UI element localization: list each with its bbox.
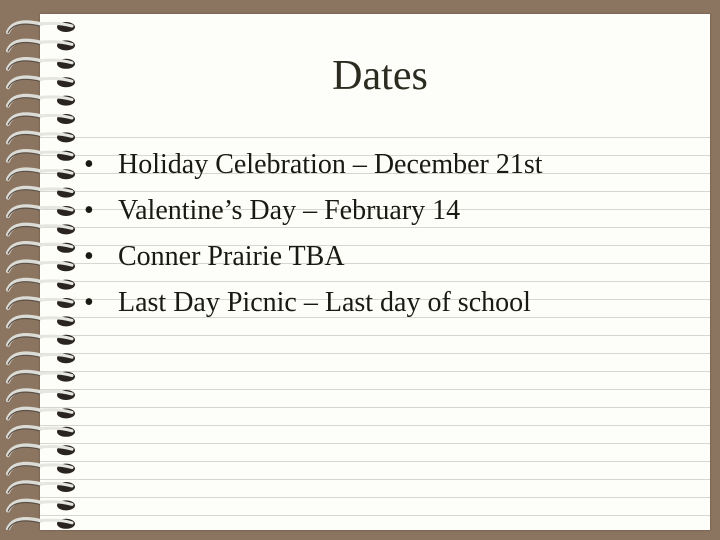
spiral-ring — [8, 22, 75, 33]
spiral-ring — [8, 151, 75, 162]
spiral-ring — [8, 114, 75, 125]
spiral-ring — [8, 427, 75, 438]
bullet-icon: • — [84, 195, 94, 226]
list-item-text: Valentine’s Day – February 14 — [118, 195, 461, 226]
slide-title: Dates — [332, 53, 428, 99]
bullet-list — [84, 142, 543, 326]
spiral-ring — [8, 188, 75, 199]
spiral-ring — [8, 206, 75, 217]
spiral-ring — [8, 519, 75, 530]
bullet-icon: • — [84, 241, 94, 272]
list-item-text: Holiday Celebration – December 21st — [118, 149, 543, 180]
spiral-ring — [8, 280, 75, 291]
list-item — [84, 142, 543, 188]
spiral-ring — [8, 169, 75, 180]
spiral-ring — [8, 464, 75, 475]
list-item — [84, 234, 543, 280]
spiral-ring — [8, 243, 75, 254]
spiral-ring — [8, 445, 75, 456]
spiral-ring — [8, 353, 75, 364]
list-item — [84, 188, 543, 234]
spiral-ring — [8, 372, 75, 383]
spiral-ring — [8, 40, 75, 51]
bullet-icon: • — [84, 149, 94, 180]
spiral-ring — [8, 390, 75, 401]
spiral-ring — [8, 298, 75, 309]
spiral-ring — [8, 261, 75, 272]
spiral-ring — [8, 335, 75, 346]
list-item-text: Last Day Picnic – Last day of school — [118, 287, 531, 318]
list-item — [84, 280, 543, 326]
spiral-ring — [8, 316, 75, 327]
spiral-ring — [8, 482, 75, 493]
spiral-ring — [8, 500, 75, 511]
bullet-icon: • — [84, 287, 94, 318]
list-item-text: Conner Prairie TBA — [118, 241, 345, 272]
spiral-ring — [8, 132, 75, 143]
spiral-ring — [8, 224, 75, 235]
spiral-ring — [8, 408, 75, 419]
